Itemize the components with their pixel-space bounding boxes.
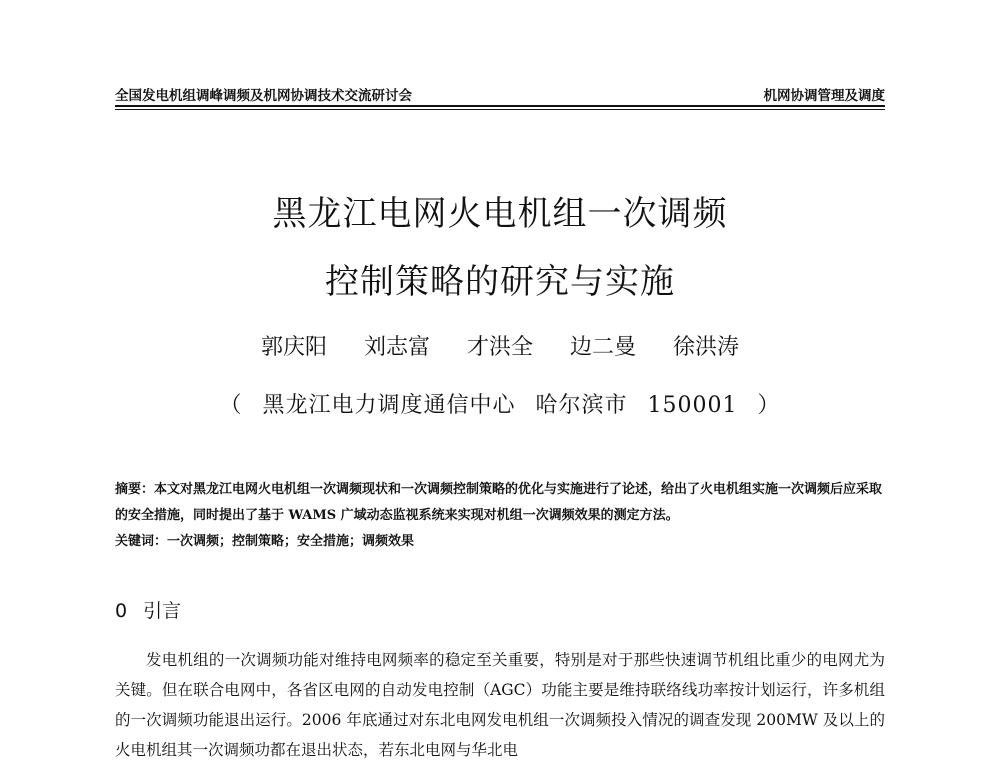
affiliation-open-paren: （ [219,393,243,418]
affiliation-postcode: 150001 [647,393,738,418]
author: 刘志富 [363,335,430,360]
affiliation-city: 哈尔滨市 [535,393,628,418]
author: 边二曼 [570,335,637,360]
keywords [115,529,885,555]
author-list [0,330,1000,361]
abstract-label: 摘要： [115,482,155,497]
paragraph: 发电机组的一次调频功能对维持电网频率的稳定至关重要，特别是对于那些快速调节机组比重少的电网尤为关键。但在联合电网中，各省区电网的自动发电控制（AGC）功能主要是维持联络线功率按计划运行，许多机组的一次调频功能退出运行。2006 年底通过对东北电网发电机组一次调频投入情况的调查发现 200MW 及以上的火电机组其一次调频功都在退出状态，若东北电网与华北电 [115,651,885,759]
header-rule-thin [115,109,885,110]
keywords-text: 一次调频；控制策略；安全措施；调频效果 [167,534,415,549]
abstract [115,477,885,529]
author: 徐洪涛 [673,335,740,360]
header-conference: 全国发电机组调峰调频及机网协调技术交流研讨会 [115,88,412,104]
author: 郭庆阳 [260,335,327,360]
abstract-text: 本文对黑龙江电网火电机组一次调频现状和一次调频控制策略的优化与实施进行了论述，给出了火电机组实施一次调频后应采取的安全措施，同时提出了基于 WAMS 广域动态监视系统来实现对机组一次调频效果的测定方法。 [115,482,883,523]
header-category: 机网协调管理及调度 [763,88,885,104]
keywords-label: 关键词： [115,534,168,549]
abstract-block [115,477,885,555]
section-number: 0 [115,600,128,622]
body-text [115,645,885,765]
header-rule [115,105,885,107]
paper-title-line-2: 控制策略的研究与实施 [325,262,675,302]
affiliation [0,388,1000,419]
affiliation-org: 黑龙江电力调度通信中心 [262,393,516,418]
paper-title-line-1: 黑龙江电网火电机组一次调频 [272,194,728,234]
section-title: 引言 [143,600,182,622]
affiliation-close-paren: ） [757,393,781,418]
author: 才洪全 [466,335,533,360]
running-header [115,84,885,107]
section-heading [115,596,181,623]
